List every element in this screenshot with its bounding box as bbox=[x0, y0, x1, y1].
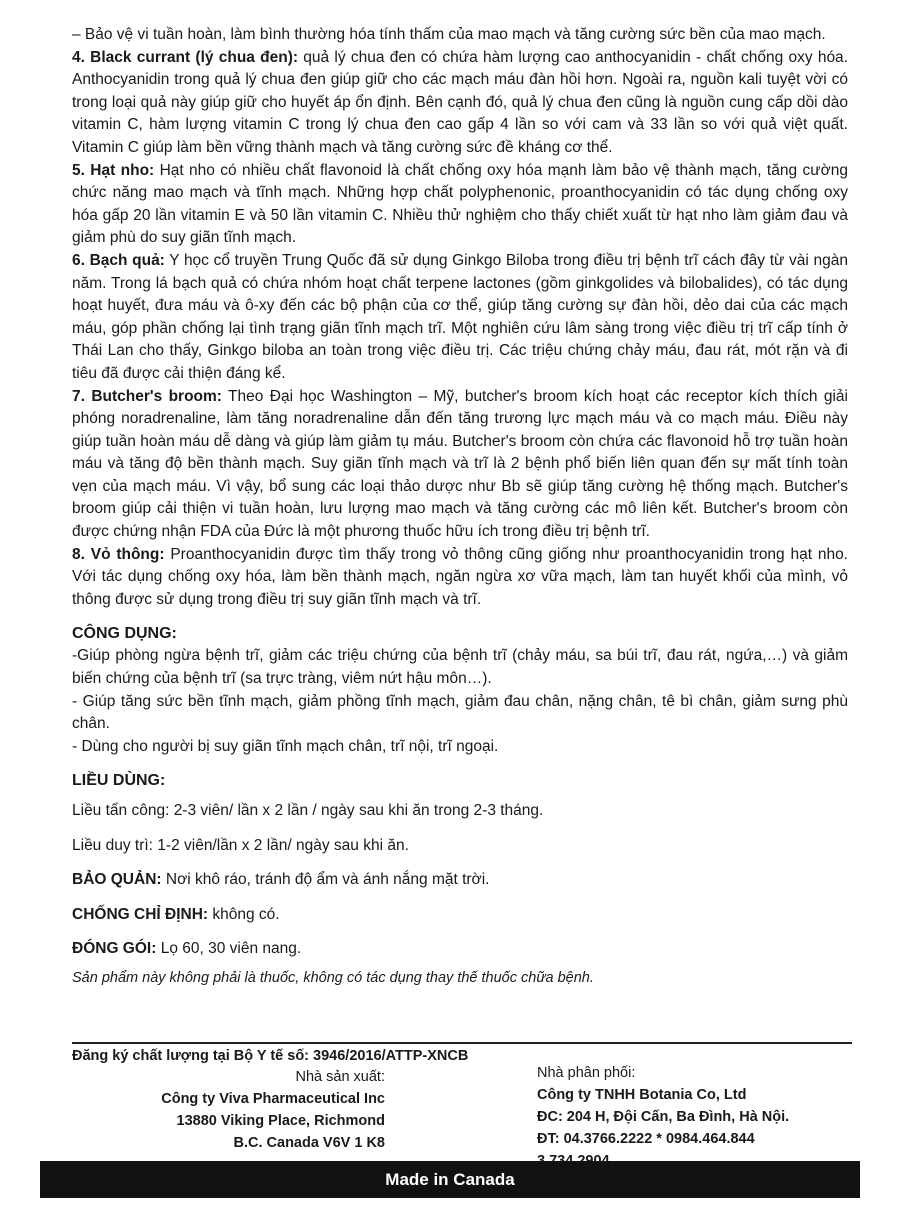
uses-item: - Dùng cho người bị suy giãn tĩnh mạch chân, trĩ nội, trĩ ngoại. bbox=[72, 737, 499, 755]
section-grape-seed bbox=[72, 160, 848, 250]
section-ginkgo bbox=[72, 250, 848, 386]
registration-number: Đăng ký chất lượng tại Bộ Y tế số: 3946/2016/ATTP-XNCB bbox=[72, 1048, 469, 1064]
section-butchers-broom bbox=[72, 386, 848, 544]
distributor-phone: ĐT: 04.3766.2222 * 0984.464.844 bbox=[537, 1131, 755, 1147]
contraindication-label: CHỐNG CHỈ ĐỊNH: bbox=[72, 905, 209, 923]
storage-line bbox=[72, 869, 848, 891]
section-black-currant-title: 4. Black currant (lý chua đen): bbox=[72, 48, 299, 66]
packing-label: ĐÓNG GÓI: bbox=[72, 940, 157, 958]
section-intro bbox=[72, 24, 848, 47]
storage-label: BẢO QUẢN: bbox=[72, 871, 162, 889]
section-pine-bark bbox=[72, 544, 848, 612]
storage-text: Nơi khô ráo, tránh độ ẩm và ánh nắng mặt trời. bbox=[161, 871, 490, 889]
uses-item: -Giúp phòng ngừa bệnh trĩ, giảm các triệu chứng của bệnh trĩ (chảy máu, sa búi trĩ, đau rát, ngứa,…) và giảm biến chứng của bệnh trĩ (sa trực tràng, viêm nứt hậu môn…). bbox=[72, 647, 848, 688]
made-in-banner: Made in Canada bbox=[40, 1161, 860, 1198]
packing-text: Lọ 60, 30 viên nang. bbox=[156, 940, 302, 958]
section-ginkgo-title: 6. Bạch quả: bbox=[72, 251, 165, 269]
disclaimer: Sản phẩm này không phải là thuốc, không có tác dụng thay thế thuốc chữa bệnh. bbox=[72, 970, 594, 987]
section-black-currant-text: quả lý chua đen có chứa hàm lượng cao anthocyanidin - chất chống oxy hóa. Anthocyanidin trong quả lý chua đen giúp giữ cho các mạch máu đàn hồi hơn. Ngoài ra, nguồn kali tuyệt vời có trong loại quả này giúp giữ cho huyết áp ổn định. Bên cạnh đó, quả lý chua đen cũng là nguồn cung cấp dồi dào vitamin C, hàm lượng vitamin C trong lý chua đen cao gấp 4 lần so với cam và 33 lần so với quả việt quất. Vitamin C giúp làm bền vững thành mạch và tăng cường sức đề kháng cơ thể. bbox=[72, 48, 848, 156]
section-pine-bark-text: Proanthocyanidin được tìm thấy trong vỏ thông cũng giống như proanthocyanidin trong hạt nho. Với tác dụng chống oxy hóa, làm bền thành mạch, ngăn ngừa xơ vữa mạch, làm tan huyết khối của mình, vỏ thông được sử dụng trong điều trị suy giãn tĩnh mạch và trĩ. bbox=[72, 545, 848, 608]
dosage-attack: Liều tấn công: 2-3 viên/ lần x 2 lần / ngày sau khi ăn trong 2-3 tháng. bbox=[72, 802, 544, 820]
manufacturer-address-1: 13880 Viking Place, Richmond bbox=[176, 1113, 385, 1129]
manufacturer-address-2: B.C. Canada V6V 1 K8 bbox=[233, 1135, 385, 1151]
distributor-name: Công ty TNHH Botania Co, Ltd bbox=[537, 1087, 747, 1103]
section-ginkgo-text: Y học cổ truyền Trung Quốc đã sử dụng Ginkgo Biloba trong điều trị bệnh trĩ cách đây từ vài ngàn năm. Trong lá bạch quả có chứa nhóm hoạt chất terpene lactones (gồm ginkgolides và bilobalides), có tác dụng hoạt huyết, đưa máu và ô-xy đến các bộ phận của cơ thể, giúp tăng cường sự đàn hồi, dẻo dai của các mạch máu, góp phần chống lại tình trạng giãn tĩnh mạch trĩ. Một nghiên cứu lâm sàng trong việc điều trị trĩ cấp tính ở Thái Lan cho thấy, Ginkgo biloba an toàn trong việc điều trị. Các triệu chứng chảy máu, đau rát, mót rặn và đi tiêu đã được cải thiện đáng kể. bbox=[72, 251, 848, 382]
distributor-label: Nhà phân phối: bbox=[537, 1065, 636, 1081]
section-pine-bark-title: 8. Vỏ thông: bbox=[72, 545, 165, 563]
document-body bbox=[72, 24, 848, 988]
manufacturer-block bbox=[130, 1066, 385, 1154]
manufacturer-label: Nhà sản xuất: bbox=[295, 1069, 385, 1085]
uses-heading: CÔNG DỤNG: bbox=[72, 625, 177, 643]
divider bbox=[72, 1042, 852, 1044]
dosage-maintenance: Liều duy trì: 1-2 viên/lần x 2 lần/ ngày sau khi ăn. bbox=[72, 836, 409, 854]
section-black-currant bbox=[72, 47, 848, 160]
section-butchers-broom-title: 7. Butcher's broom: bbox=[72, 387, 222, 405]
section-grape-seed-title: 5. Hạt nho: bbox=[72, 161, 155, 179]
packing-line bbox=[72, 938, 848, 960]
section-intro-text: – Bảo vệ vi tuần hoàn, làm bình thường hóa tính thấm của mao mạch và tăng cường sức bền của mao mạch. bbox=[72, 26, 826, 43]
distributor-address: ĐC: 204 H, Đội Cấn, Ba Đình, Hà Nội. bbox=[537, 1109, 790, 1125]
dosage-heading: LIỀU DÙNG: bbox=[72, 772, 166, 790]
distributor-block bbox=[537, 1062, 857, 1172]
contraindication-text: không có. bbox=[208, 905, 280, 923]
section-grape-seed-text: Hạt nho có nhiều chất flavonoid là chất chống oxy hóa mạnh làm bảo vệ thành mạch, tăng cường chức năng mao mạch và tĩnh mạch. Những hợp chất polyphenonic, proanthocyanidin có tác dụng chống oxy hóa gấp 20 lần vitamin E và 50 lần vitamin C. Nhiều thử nghiệm cho thấy chiết xuất từ hạt nho làm giảm đau và giảm phù do suy giãn tĩnh mạch. bbox=[72, 161, 848, 247]
section-butchers-broom-text: Theo Đại học Washington – Mỹ, butcher's broom kích hoạt các receptor kích thích giải phóng noradrenaline, làm tăng noradrenaline dẫn đến tăng trương lực mạch máu và co mạch máu. Điều này giúp tuần hoàn máu dễ dàng và giúp làm giảm tụ máu. Butcher's broom còn chứa các flavonoid hỗ trợ tuần hoàn máu và tăng độ bền thành mạch. Suy giãn tĩnh mạch và trĩ là 2 bệnh phổ biến liên quan đến sự mất tính toàn vẹn của mạch máu. Vì vậy, bổ sung các loại thảo dược như Bb sẽ giúp tăng cường hệ thống mạch. Butcher's broom giúp cải thiện vi tuần hoàn, lưu lượng mao mạch và tăng cường các mô liên kết. Butcher's broom còn được chứng nhận FDA của Đức là một phương thuốc hữu ích trong điều trị bệnh trĩ. bbox=[72, 387, 848, 541]
uses-item: - Giúp tăng sức bền tĩnh mạch, giảm phồng tĩnh mạch, giảm đau chân, nặng chân, tê bì chân, giảm sưng phù chân. bbox=[72, 692, 848, 733]
contraindication-line bbox=[72, 904, 848, 926]
manufacturer-name: Công ty Viva Pharmaceutical Inc bbox=[161, 1091, 385, 1107]
